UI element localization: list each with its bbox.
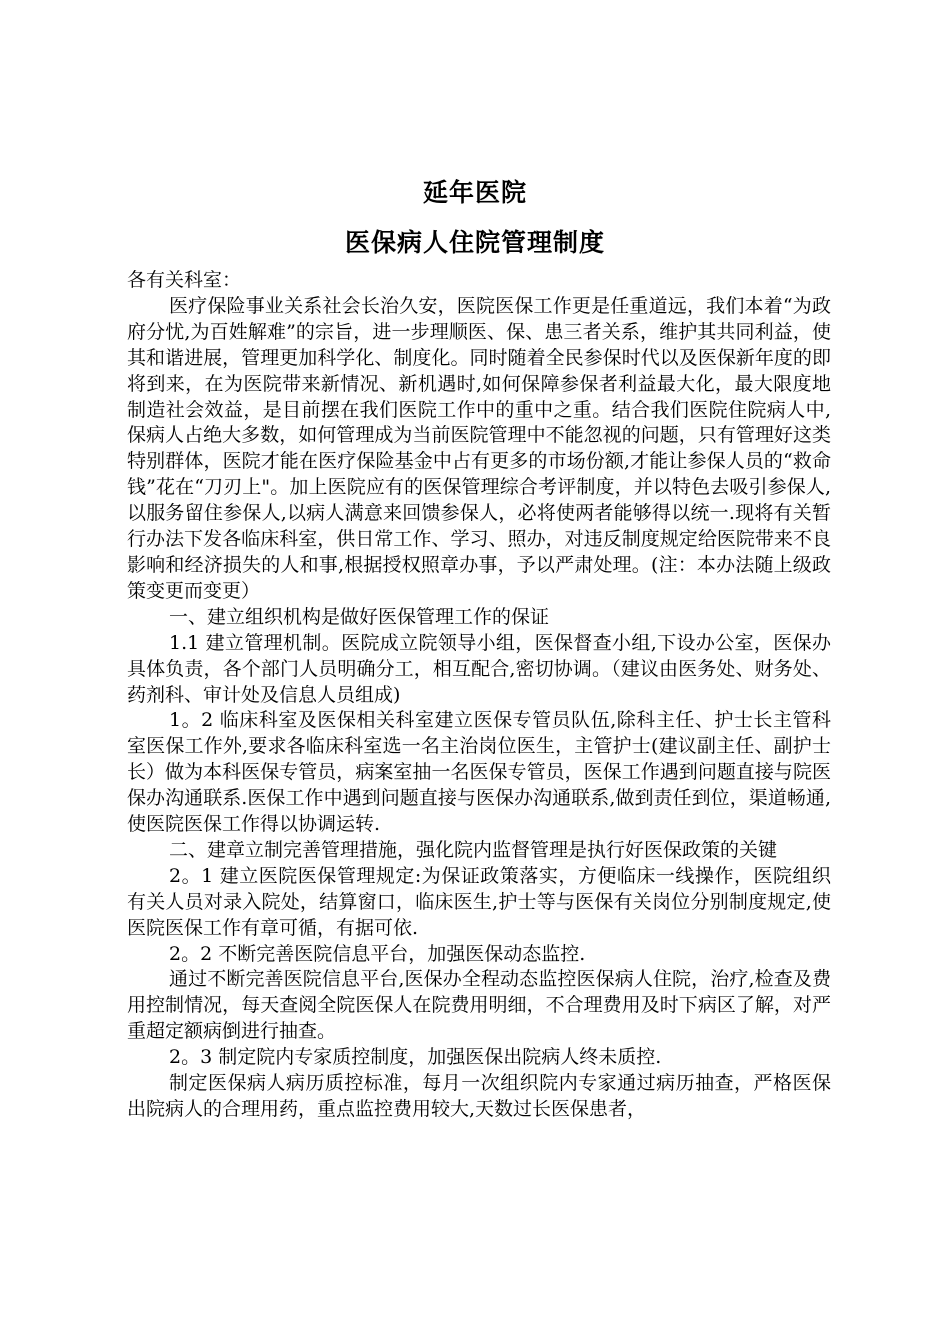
paragraph-intro: 医疗保险事业关系社会长治久安，医院医保工作更是任重道远，我们本着“为政府分忧,为百姓解难”的宗旨，进一步理顺医、保、患三者关系，维护其共同利益，使其和谐进展，管理更加科学化、制度化。同时随着全民参保时代以及医保新年度的即将到来，在为医院带来新情况、新机遇时,如何保障参保者利益最大化，最大限度地制造社会效益，是目前摆在我们医院工作中的重中之重。结合我们医院住院病人中,保病人占绝大多数，如何管理成为当前医院管理中不能忽视的问题，只有管理好这类特别群体，医院才能在医疗保险基金中占有更多的市场份额,才能让参保人员的“救命钱”花在“刀刃上"。加上医院应有的医保管理综合考评制度，并以特色去吸引参保人,以服务留住参保人,以病人满意来回馈参保人，必将使两者能够得以统一.现将有关暂行办法下发各临床科室，供日常工作、学习、照办，对违反制度规定给医院带来不良影响和经济损失的人和事,根据授权照章办事，予以严肃处理。(注：本办法随上级政策变更而变更） [127, 294, 831, 602]
document-body [127, 268, 831, 1123]
paragraph-1-2: 1。2 临床科室及医保相关科室建立医保专管员队伍,除科主任、护士长主管科室医保工作外,要求各临床科室选一名主治岗位医生，主管护士(建议副主任、副护士长）做为本科医保专管员，病案室抽一名医保专管员，医保工作遇到问题直接与院医保办沟通联系.医保工作中遇到问题直接与医保办沟通联系,做到责任到位，渠道畅通,使医院医保工作得以协调运转. [127, 709, 831, 836]
section-heading-2: 二、建章立制完善管理措施，强化院内监督管理是执行好医保政策的关键 [169, 838, 778, 861]
salutation: 各有关科室： [127, 269, 242, 291]
paragraph-2-1: 2。1 建立医院医保管理规定:为保证政策落实，方便临床一线操作，医院组织有关人员对录入院处，结算窗口，临床医生,护士等与医保有关岗位分别制度规定,使医院医保工作有章可循，有据可依. [127, 864, 831, 939]
document-title-regulation: 医保病人住院管理制度 [344, 228, 605, 257]
paragraph-2-3-detail: 制定医保病人病历质控标准，每月一次组织院内专家通过病历抽查，严格医保出院病人的合理用药，重点监控费用较大,天数过长医保患者， [127, 1072, 831, 1120]
paragraph-2-3: 2。3 制定院内专家质控制度，加强医保出院病人终未质控. [169, 1046, 662, 1069]
section-heading-1: 一、建立组织机构是做好医保管理工作的保证 [169, 605, 550, 628]
paragraph-1-1: 1.1 建立管理机制。医院成立院领导小组，医保督查小组,下设办公室，医保办具体负责，各个部门人员明确分工，相互配合,密切协调。（建议由医务处、财务处、药剂科、审计处及信息人员组成) [127, 631, 831, 706]
document-title-hospital: 延年医院 [422, 178, 527, 207]
paragraph-2-2-detail: 通过不断完善医院信息平台,医保办全程动态监控医保病人住院，治疗,检查及费用控制情况，每天查阅全院医保人在院费用明细，不合理费用及时下病区了解，对严重超定额病倒进行抽查。 [127, 968, 831, 1043]
paragraph-2-2: 2。2 不断完善医院信息平台，加强医保动态监控. [169, 942, 586, 965]
